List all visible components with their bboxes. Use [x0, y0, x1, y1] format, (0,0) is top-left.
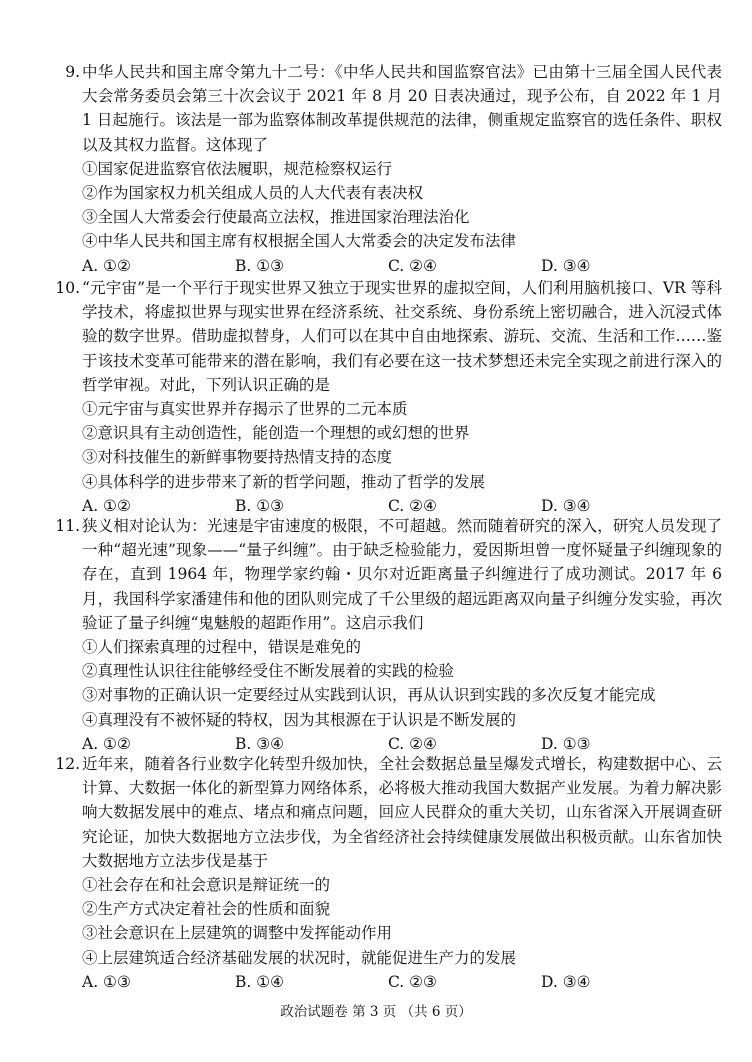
- choice-b: B. ①③: [235, 256, 285, 275]
- question-text: 近年来，随着各行业数字化转型升级加快，全社会数据总量呈爆发式增长，构建数据中心、云计算、大数据一体化的新型算力网络体系，必将极大推动我国大数据产业发展。为着力解决影响大数据发展中的难点、堵点和痛点问题，回应人民群众的重大关切，山东省深入开展调查研究论证，加快大数据地方立法步伐，为全省经济社会持续健康发展做出积极贡献。山东省加快大数据地方立法步伐是基于: [82, 755, 722, 870]
- choice-a: A. ①②: [82, 256, 131, 275]
- question-11: [52, 514, 722, 756]
- choice-c: C. ②④: [388, 256, 437, 275]
- choice-c: C. ②④: [388, 734, 437, 753]
- choice-c: C. ②④: [388, 496, 437, 515]
- question-number: 11.: [55, 517, 80, 535]
- question-10: [52, 276, 722, 518]
- statement-4: ④中华人民共和国主席有权根据全国人大常委会的决定发布法律: [82, 232, 517, 251]
- statement-2: ②意识具有主动创造性，能创造一个理想的或幻想的世界: [82, 424, 470, 443]
- statement-2: ②生产方式决定着社会的性质和面貌: [82, 900, 331, 919]
- question-stem: [52, 752, 722, 873]
- question-text: 狭义相对论认为：光速是宇宙速度的极限，不可超越。然而随着研究的深入，研究人员发现了一种“超光速”现象——“量子纠缠”。由于缺乏检验能力，爱因斯坦曾一度怀疑量子纠缠现象的存在，直到 1964 年，物理学家约翰・贝尔对近距离量子纠缠进行了成功测试。2017 年 6 月，我国科学家潘建伟和他的团队则完成了千公里级的超远距离双向量子纠缠分发实验，再次验证了量子纠缠“鬼魅般的超距作用”。这启示我们: [82, 517, 722, 632]
- question-number: 10.: [55, 279, 80, 297]
- statement-3: ③全国人大常委会行使最高立法权，推进国家治理法治化: [82, 208, 470, 227]
- statement-list: [82, 873, 722, 970]
- statement-1: ①人们探索真理的过程中，错误是难免的: [82, 638, 362, 657]
- answer-choices: [82, 970, 722, 994]
- page-footer: 政治试题卷 第 3 页 （共 6 页）: [280, 1004, 472, 1020]
- question-9: [52, 60, 722, 278]
- choice-d: D. ③④: [541, 972, 591, 991]
- statement-4: ④具体科学的进步带来了新的哲学问题，推动了哲学的发展: [82, 472, 486, 491]
- choice-b: B. ①④: [235, 972, 285, 991]
- choice-a: A. ①②: [82, 496, 131, 515]
- question-number: 12.: [55, 755, 80, 773]
- choice-d: D. ③④: [541, 496, 591, 515]
- choice-d: D. ③④: [541, 256, 591, 275]
- choice-b: B. ①③: [235, 496, 285, 515]
- question-stem: [52, 60, 722, 157]
- question-text: 中华人民共和国主席令第九十二号：《中华人民共和国监察官法》已由第十三届全国人民代表大会常务委员会第三十次会议于 2021 年 8 月 20 日表决通过，现予公布，自 2022 年 1 月 1 日起施行。该法是一部为监察体制改革提供规范的法律，侧重规定监察官的选任条件、职权以及其权力监督。这体现了: [82, 63, 722, 154]
- statement-list: [82, 157, 722, 254]
- question-stem: [52, 276, 722, 397]
- question-number: 9.: [65, 63, 80, 81]
- choice-a: A. ①③: [82, 972, 131, 991]
- statement-3: ③对科技催生的新鲜事物要持热情支持的态度: [82, 448, 393, 467]
- statement-1: ①社会存在和社会意识是辩证统一的: [82, 876, 331, 895]
- statement-3: ③社会意识在上层建筑的调整中发挥能动作用: [82, 924, 393, 943]
- choice-b: B. ③④: [235, 734, 285, 753]
- question-12: [52, 752, 722, 994]
- statement-1: ①国家促进监察官依法履职，规范检察权运行: [82, 159, 393, 178]
- statement-list: [82, 397, 722, 494]
- choice-a: A. ①②: [82, 734, 131, 753]
- statement-2: ②真理性认识往往能够经受住不断发展着的实践的检验: [82, 662, 455, 681]
- statement-2: ②作为国家权力机关组成人员的人大代表有表决权: [82, 184, 424, 203]
- statement-4: ④上层建筑适合经济基础发展的状况时，就能促进生产力的发展: [82, 948, 517, 967]
- question-text: “元宇宙”是一个平行于现实世界又独立于现实世界的虚拟空间，人们利用脑机接口、VR 等科学技术，将虚拟世界与现实世界在经济系统、社交系统、身份系统上密切融合，进入沉浸式体验的数字世界。借助虚拟替身，人们可以在其中自由地探索、游玩、交流、生活和工作……鉴于该技术变革可能带来的潜在影响，我们有必要在这一技术梦想还未完全实现之前进行深入的哲学审视。对此，下列认识正确的是: [82, 279, 722, 394]
- choice-d: D. ①③: [541, 734, 591, 753]
- statement-1: ①元宇宙与真实世界并存揭示了世界的二元本质: [82, 400, 408, 419]
- answer-choices: [82, 254, 722, 278]
- statement-list: [82, 635, 722, 732]
- question-stem: [52, 514, 722, 635]
- choice-c: C. ②③: [388, 972, 437, 991]
- statement-3: ③对事物的正确认识一定要经过从实践到认识，再从认识到实践的多次反复才能完成: [82, 686, 656, 705]
- statement-4: ④真理没有不被怀疑的特权，因为其根源在于认识是不断发展的: [82, 710, 517, 729]
